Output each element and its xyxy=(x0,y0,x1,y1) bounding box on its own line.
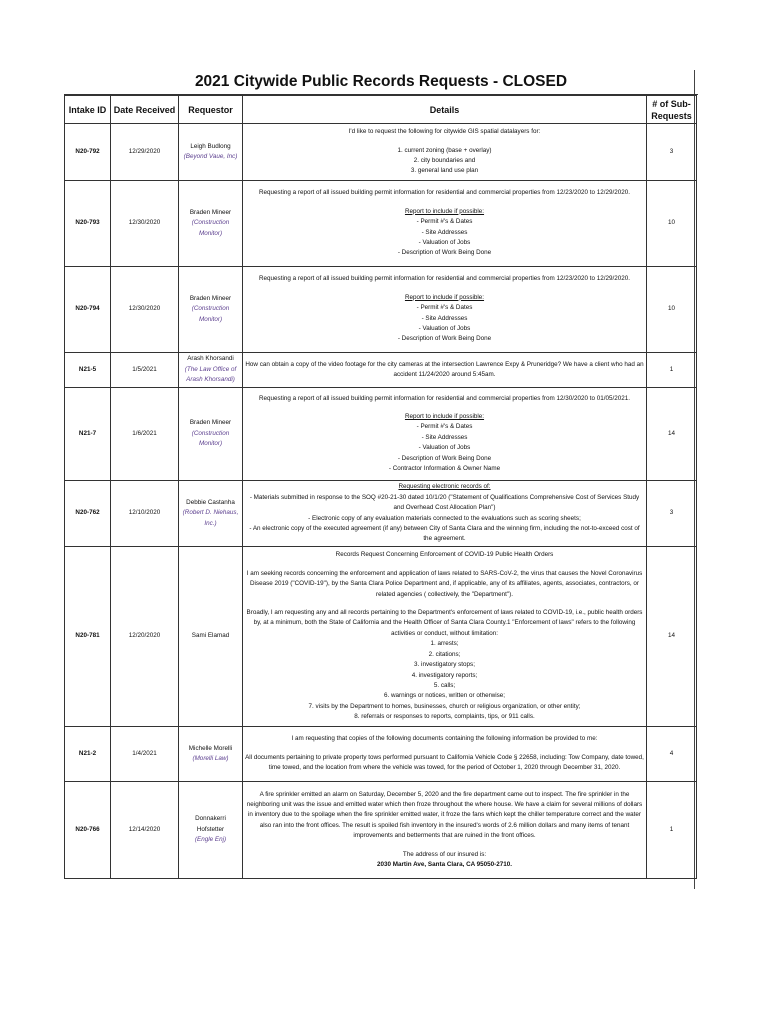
details-line: - Permit #'s & Dates xyxy=(416,423,473,431)
details-line: 2030 Martin Ave, Santa Clara, CA 95050-2710. xyxy=(376,861,513,869)
page-title: 2021 Citywide Public Records Requests - CLOSED xyxy=(64,70,698,95)
details-line: I am seeking records concerning the enforcement and application of laws related to SARS-CoV-2, the virus that causes the Novel Coronavirus Disease 2019 ("COVID-19"), by the Santa Clara Police Department and, if applicable, any of its affiliates, agents, associates, contractors, or related agencies ( collectively, the "Department"). xyxy=(246,569,643,598)
details-line: All documents pertaining to private property tows performed pursuant to California Vehicle Code § 22658, including: Tow Company, date towed, time towed, and the location from where the vehicle was towed, for the period of October 1, 2020 through December 31, 2020. xyxy=(245,753,644,772)
intake-id-cell: N20-766 xyxy=(65,782,111,879)
header-subrequests: # of Sub-Requests xyxy=(647,96,697,124)
intake-id-cell: N21-5 xyxy=(65,353,111,388)
details-line: - Valuation of Jobs xyxy=(418,324,471,332)
requestor-cell xyxy=(179,124,243,181)
intake-id-cell: N21-2 xyxy=(65,727,111,782)
subrequest-count-cell: 1 xyxy=(647,353,697,388)
details-line: Records Request Concerning Enforcement of COVID-19 Public Health Orders xyxy=(335,551,554,559)
details-line: - Site Addresses xyxy=(421,314,468,322)
details-line: 1. arrests; xyxy=(430,640,459,648)
table-header-row xyxy=(65,96,697,124)
requestor-name: Braden Mineer xyxy=(189,208,232,216)
header-date-received: Date Received xyxy=(111,96,179,124)
details-line: A fire sprinkler emitted an alarm on Saturday, December 5, 2020 and the fire department came out to inspect. The fire sprinkler in the neighboring unit was the issue and emitted water which then froze throughout the where house. We have a claim for several millions of dollars in inventory due to the spoilage when the fire sprinkler emitted water, it froze the fans which kept the chiller temperature correct and the water also ran into the front offices. The result is spoiled fish inventory in the insured's words of 2.6 million dollars and many items of tenant improvements and betterments that are ruined in the front offices. xyxy=(246,790,643,840)
requestor-name: Leigh Budlong xyxy=(190,142,231,150)
requestor-name: Donnakerri Hofstetter xyxy=(195,815,226,833)
table-row xyxy=(65,267,697,353)
requestor-organization: (Morelli Law) xyxy=(192,755,229,762)
date-received-cell: 1/5/2021 xyxy=(111,353,179,388)
details-line: I am requesting that copies of the following documents containing the following information be provided to me: xyxy=(291,735,598,743)
requestor-cell xyxy=(179,547,243,727)
details-cell xyxy=(243,353,647,388)
date-received-cell: 12/30/2020 xyxy=(111,267,179,353)
details-line: - Contractor Information & Owner Name xyxy=(388,465,501,473)
details-line: 7. visits by the Department to homes, businesses, church or religious organization, or other entity; xyxy=(308,702,581,710)
subrequest-count-cell: 10 xyxy=(647,267,697,353)
subrequest-count-cell: 10 xyxy=(647,181,697,267)
details-line: 8. referrals or responses to reports, complaints, tips, or 911 calls. xyxy=(354,713,535,721)
details-cell xyxy=(243,267,647,353)
details-cell xyxy=(243,124,647,181)
details-line xyxy=(245,199,644,207)
requestor-organization: (Robert D. Niehaus, Inc.) xyxy=(182,509,239,527)
date-received-cell: 12/30/2020 xyxy=(111,181,179,267)
requestor-organization: (Construction Monitor) xyxy=(191,429,230,448)
table-row xyxy=(65,547,697,727)
records-table xyxy=(64,95,697,879)
date-received-cell: 12/14/2020 xyxy=(111,782,179,879)
header-intake-id: Intake ID xyxy=(65,96,111,124)
details-line: Requesting a report of all issued building permit information for residential and commercial properties from 12/23/2020 to 12/29/2020. xyxy=(258,275,631,283)
details-line: - Permit #'s & Dates xyxy=(416,304,473,312)
table-row xyxy=(65,782,697,879)
details-line: 2. city boundaries and xyxy=(413,157,476,164)
intake-id-cell: N20-793 xyxy=(65,181,111,267)
table-row xyxy=(65,481,697,547)
details-line: The address of our insured is: xyxy=(402,850,487,858)
table-row xyxy=(65,388,697,481)
subrequest-count-cell: 3 xyxy=(647,481,697,547)
details-line: - Description of Work Being Done xyxy=(397,249,492,257)
requestor-cell xyxy=(179,181,243,267)
details-line: - Permit #'s & Dates xyxy=(416,218,473,226)
details-line xyxy=(245,600,644,608)
subrequest-count-cell: 1 xyxy=(647,782,697,879)
details-line: - Description of Work Being Done xyxy=(397,335,492,343)
details-cell xyxy=(243,481,647,547)
requestor-organization: (Beyond Vaue, Inc) xyxy=(183,153,238,160)
table-row xyxy=(65,181,697,267)
requestor-cell xyxy=(179,727,243,782)
intake-id-cell: N20-792 xyxy=(65,124,111,181)
requestor-name: Sami Elamad xyxy=(191,632,230,640)
details-line: Broadly, I am requesting any and all records pertaining to the Department's enforcement of laws related to COVID-19, i.e., public health orders by, at a minimum, both the State of California and the Health Officer of Santa Clara County.1 "Enforcement of laws" refers to the following activities or conduct, without limitation: xyxy=(246,609,643,637)
details-line: - Materials submitted in response to the SOQ #20-21-30 dated 10/1/20 ("Statement of Qualifications Comprehensive Cost of Services Study and Overhead Cost Allocation Plan") xyxy=(249,493,640,512)
details-line: - An electronic copy of the executed agreement (if any) between City of Santa Clara and the winning firm, including the not-to-exceed cost of the agreement. xyxy=(249,524,640,543)
subrequest-count-cell: 3 xyxy=(647,124,697,181)
requestor-name: Debbie Castanha xyxy=(186,498,235,506)
date-received-cell: 12/10/2020 xyxy=(111,481,179,547)
details-cell xyxy=(243,547,647,727)
date-received-cell: 12/29/2020 xyxy=(111,124,179,181)
details-cell xyxy=(243,727,647,782)
records-sheet xyxy=(64,70,696,879)
details-line: 1. current zoning (base + overlay) xyxy=(397,146,492,154)
details-line xyxy=(245,561,644,569)
details-line: How can obtain a copy of the video footage for the city cameras at the intersection Lawrence Expy & Pruneridge? We have a client who had an accident 11/24/2020 around 5:45am. xyxy=(245,360,644,378)
date-received-cell: 12/20/2020 xyxy=(111,547,179,727)
details-line: I'd like to request the following for citywide GIS spatial datalayers for: xyxy=(348,128,541,136)
details-line xyxy=(245,842,644,850)
details-line: 3. general land use plan xyxy=(410,167,479,175)
details-line: - Valuation of Jobs xyxy=(418,238,471,246)
details-line: Requesting a report of all issued building permit information for residential and commercial properties from 12/23/2020 to 12/29/2020. xyxy=(258,189,631,197)
details-line xyxy=(245,404,644,412)
details-line: Requesting electronic records of: xyxy=(398,483,491,491)
details-line: Report to include if possible: xyxy=(404,412,485,420)
table-row xyxy=(65,124,697,181)
details-line: - Site Addresses xyxy=(421,228,468,236)
details-cell xyxy=(243,782,647,879)
intake-id-cell: N20-781 xyxy=(65,547,111,727)
details-cell xyxy=(243,388,647,481)
details-line: 5. calls; xyxy=(433,681,456,689)
date-received-cell: 1/6/2021 xyxy=(111,388,179,481)
details-cell xyxy=(243,181,647,267)
details-line: 4. investigatory reports; xyxy=(411,671,478,679)
details-line: 6. warnings or notices, written or otherwise; xyxy=(383,692,506,700)
details-line: - Electronic copy of any evaluation materials connected to the evaluations such as scoring sheets; xyxy=(308,514,581,522)
details-line xyxy=(245,138,644,146)
requestor-cell xyxy=(179,267,243,353)
requestor-cell xyxy=(179,353,243,388)
intake-id-cell: N20-762 xyxy=(65,481,111,547)
header-details: Details xyxy=(243,96,647,124)
details-line: Report to include if possible: xyxy=(404,207,485,215)
table-row xyxy=(65,727,697,782)
subrequest-count-cell: 14 xyxy=(647,388,697,481)
requestor-organization: (Construction Monitor) xyxy=(191,305,230,323)
details-line: - Site Addresses xyxy=(421,433,468,441)
intake-id-cell: N20-794 xyxy=(65,267,111,353)
intake-id-cell: N21-7 xyxy=(65,388,111,481)
requestor-organization: (Engle Enj) xyxy=(194,836,227,844)
table-row xyxy=(65,353,697,388)
details-line: - Description of Work Being Done xyxy=(397,454,492,462)
details-line: 3. investigatory stops; xyxy=(414,661,475,669)
requestor-cell xyxy=(179,481,243,547)
requestor-organization: (Construction Monitor) xyxy=(191,219,230,237)
requestor-organization: (The Law Office of Arash Khorsandi) xyxy=(184,365,237,384)
subrequest-count-cell: 14 xyxy=(647,547,697,727)
subrequest-count-cell: 4 xyxy=(647,727,697,782)
date-received-cell: 1/4/2021 xyxy=(111,727,179,782)
requestor-cell xyxy=(179,388,243,481)
details-line xyxy=(245,745,644,753)
requestor-cell xyxy=(179,782,243,879)
details-line: - Valuation of Jobs xyxy=(418,444,471,452)
details-line: Requesting a report of all issued building permit information for residential and commercial properties from 12/30/2020 to 01/05/2021. xyxy=(258,394,631,402)
requestor-name: Braden Mineer xyxy=(189,294,232,302)
requestor-name: Braden Mineer xyxy=(189,419,232,427)
details-line xyxy=(245,285,644,293)
requestor-name: Arash Khorsandi xyxy=(187,355,234,363)
requestor-name: Michelle Morelli xyxy=(188,744,233,752)
header-requestor: Requestor xyxy=(179,96,243,124)
details-line: 2. citations; xyxy=(428,650,461,658)
details-line: Report to include if possible: xyxy=(404,293,485,301)
